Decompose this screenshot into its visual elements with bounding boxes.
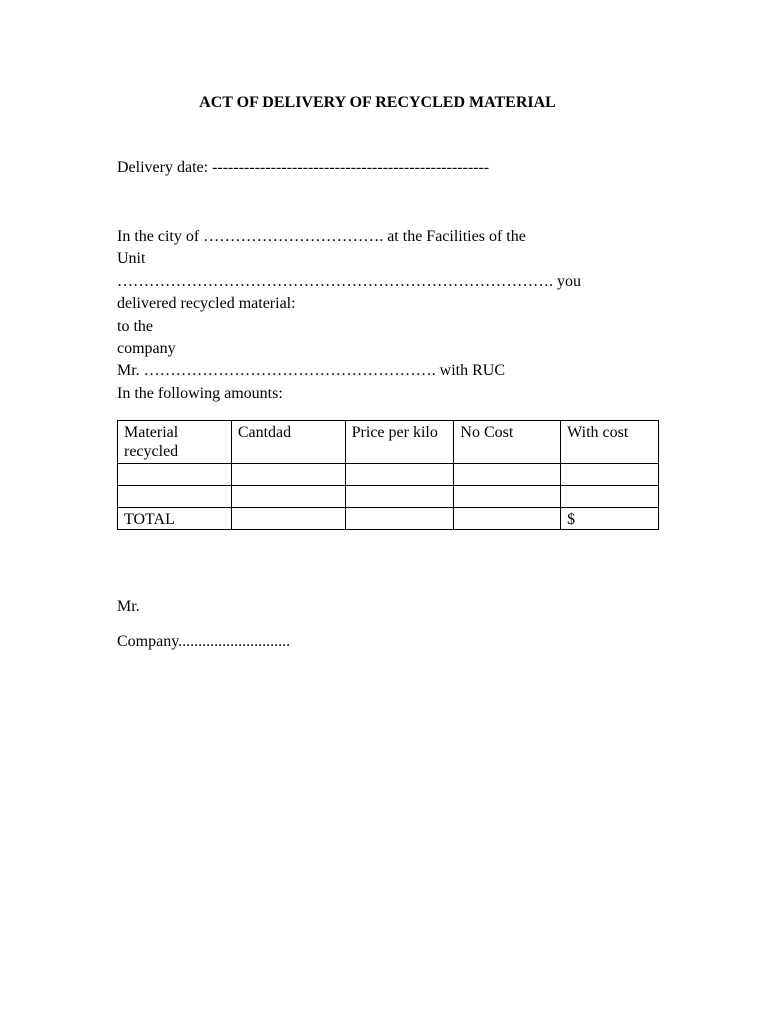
table-cell xyxy=(345,464,454,486)
amounts-table xyxy=(117,420,659,530)
table-cell xyxy=(231,508,345,530)
table-header-cell: No Cost xyxy=(454,421,561,464)
delivery-date-line: Delivery date: ---------------------------------------------------- xyxy=(117,159,490,176)
table-header-cell: Material recycled xyxy=(118,421,232,464)
table-header-row xyxy=(118,421,659,464)
signature-mr: Mr. xyxy=(117,598,140,615)
body-line-company: company xyxy=(117,340,176,358)
total-with-cost-cell: $ xyxy=(561,508,659,530)
body-line-unit: Unit xyxy=(117,250,146,268)
signature-company: Company............................ xyxy=(117,633,291,650)
table-header-cell: Cantdad xyxy=(231,421,345,464)
table-cell xyxy=(118,464,232,486)
body-line-to-the: to the xyxy=(117,317,153,335)
table-cell xyxy=(345,486,454,508)
body-line-delivered: delivered recycled material: xyxy=(117,295,296,313)
table-total-row xyxy=(118,508,659,530)
table-row xyxy=(118,486,659,508)
table-header-cell: With cost xyxy=(561,421,659,464)
table-cell xyxy=(231,464,345,486)
table-row xyxy=(118,464,659,486)
table-cell xyxy=(454,486,561,508)
total-label-cell: TOTAL xyxy=(118,508,232,530)
table-cell xyxy=(345,508,454,530)
table-cell xyxy=(454,464,561,486)
body-line-city: In the city of ……………………………. at the Facilities of the xyxy=(117,228,526,245)
body-line-mr-ruc: Mr. ………………………………………………. with RUC xyxy=(117,362,506,380)
body-line-dots-you: ………………………………………………………………………. you xyxy=(117,272,581,290)
body-paragraph xyxy=(117,226,657,405)
document-title: ACT OF DELIVERY OF RECYCLED MATERIAL xyxy=(199,94,556,111)
body-line-amounts: In the following amounts: xyxy=(117,384,283,402)
table-cell xyxy=(118,486,232,508)
table-cell xyxy=(231,486,345,508)
table-cell xyxy=(561,486,659,508)
table-cell xyxy=(454,508,561,530)
table-cell xyxy=(561,464,659,486)
table-header-cell: Price per kilo xyxy=(345,421,454,464)
